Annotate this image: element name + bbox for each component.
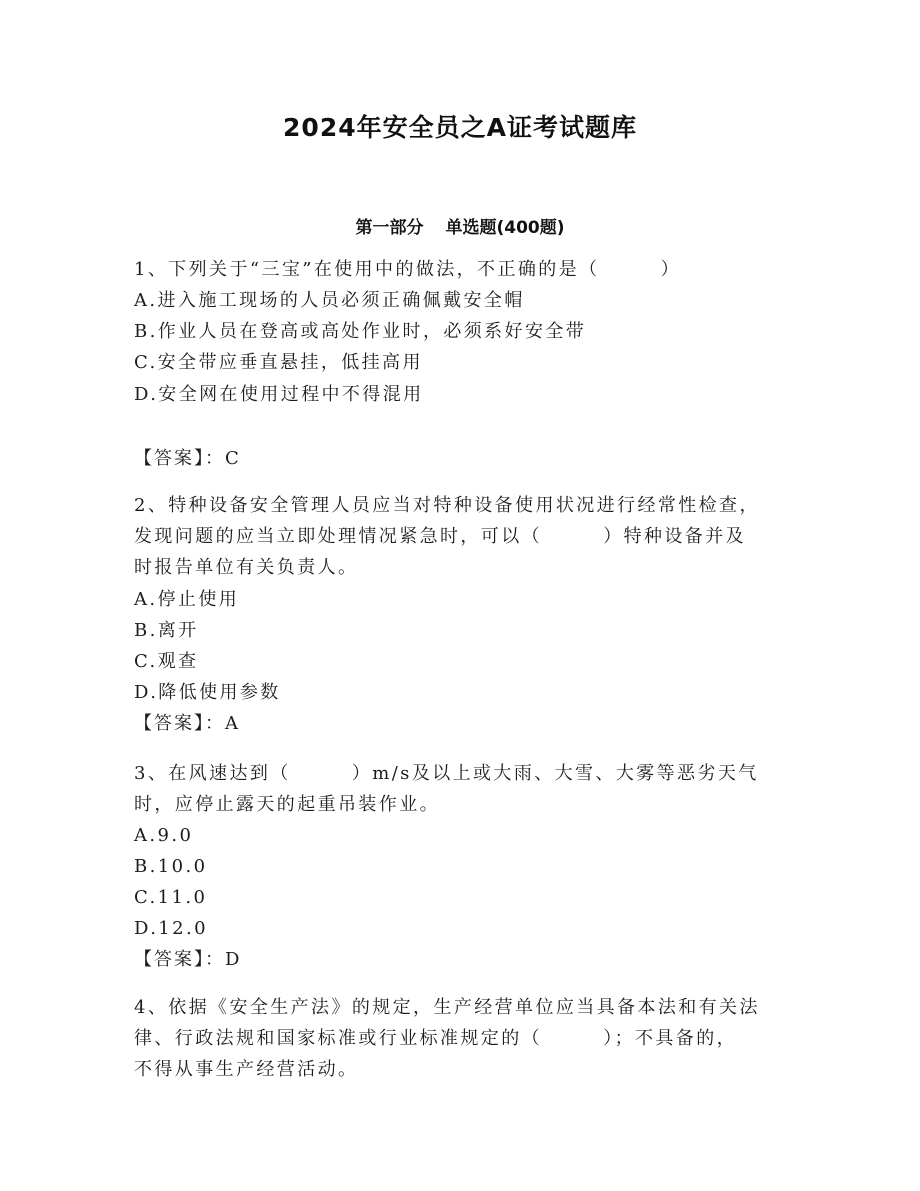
section-heading (0, 213, 920, 238)
question-stem-line: 不得从事生产经营活动。 (134, 1059, 359, 1080)
option-c: C.安全带应垂直悬挂，低挂高用 (134, 352, 423, 373)
answer-label: 【答案】：A (134, 713, 240, 734)
page-title: 2024年安全员之A证考试题库 (283, 113, 637, 142)
question-stem-line: 3、在风速达到（ ）m/s及以上或大雨、大雪、大雾等恶劣天气 (134, 763, 759, 784)
option-d: D.12.0 (134, 918, 208, 939)
option-d: D.安全网在使用过程中不得混用 (134, 384, 424, 405)
question-stem-line: 1、下列关于“三宝”在使用中的做法，不正确的是（ ） (134, 259, 682, 280)
answer-label: 【答案】：C (134, 448, 241, 469)
option-c: C.观查 (134, 651, 199, 672)
option-c: C.11.0 (134, 887, 208, 908)
question-stem-line: 时报告单位有关负责人。 (134, 557, 359, 578)
option-a: A.9.0 (134, 825, 194, 846)
question-stem-line: 发现问题的应当立即处理情况紧急时，可以（ ）特种设备并及 (134, 526, 746, 547)
option-b: B.10.0 (134, 856, 208, 877)
answer-label: 【答案】：D (134, 949, 242, 970)
question-stem-line: 2、特种设备安全管理人员应当对特种设备使用状况进行经常性检查， (134, 495, 760, 516)
section-label: 单选题(400题) (445, 218, 565, 238)
option-d: D.降低使用参数 (134, 682, 281, 703)
question-stem-line: 4、依据《安全生产法》的规定，生产经营单位应当具备本法和有关法 (134, 997, 760, 1018)
option-a: A.停止使用 (134, 589, 240, 610)
option-b: B.离开 (134, 620, 199, 641)
question-stem-line: 律、行政法规和国家标准或行业标准规定的（ ）；不具备的， (134, 1028, 737, 1049)
option-a: A.进入施工现场的人员必须正确佩戴安全帽 (134, 290, 525, 311)
option-b: B.作业人员在登高或高处作业时，必须系好安全带 (134, 321, 587, 342)
question-stem-line: 时，应停止露天的起重吊装作业。 (134, 794, 440, 815)
section-part: 第一部分 (355, 218, 424, 238)
